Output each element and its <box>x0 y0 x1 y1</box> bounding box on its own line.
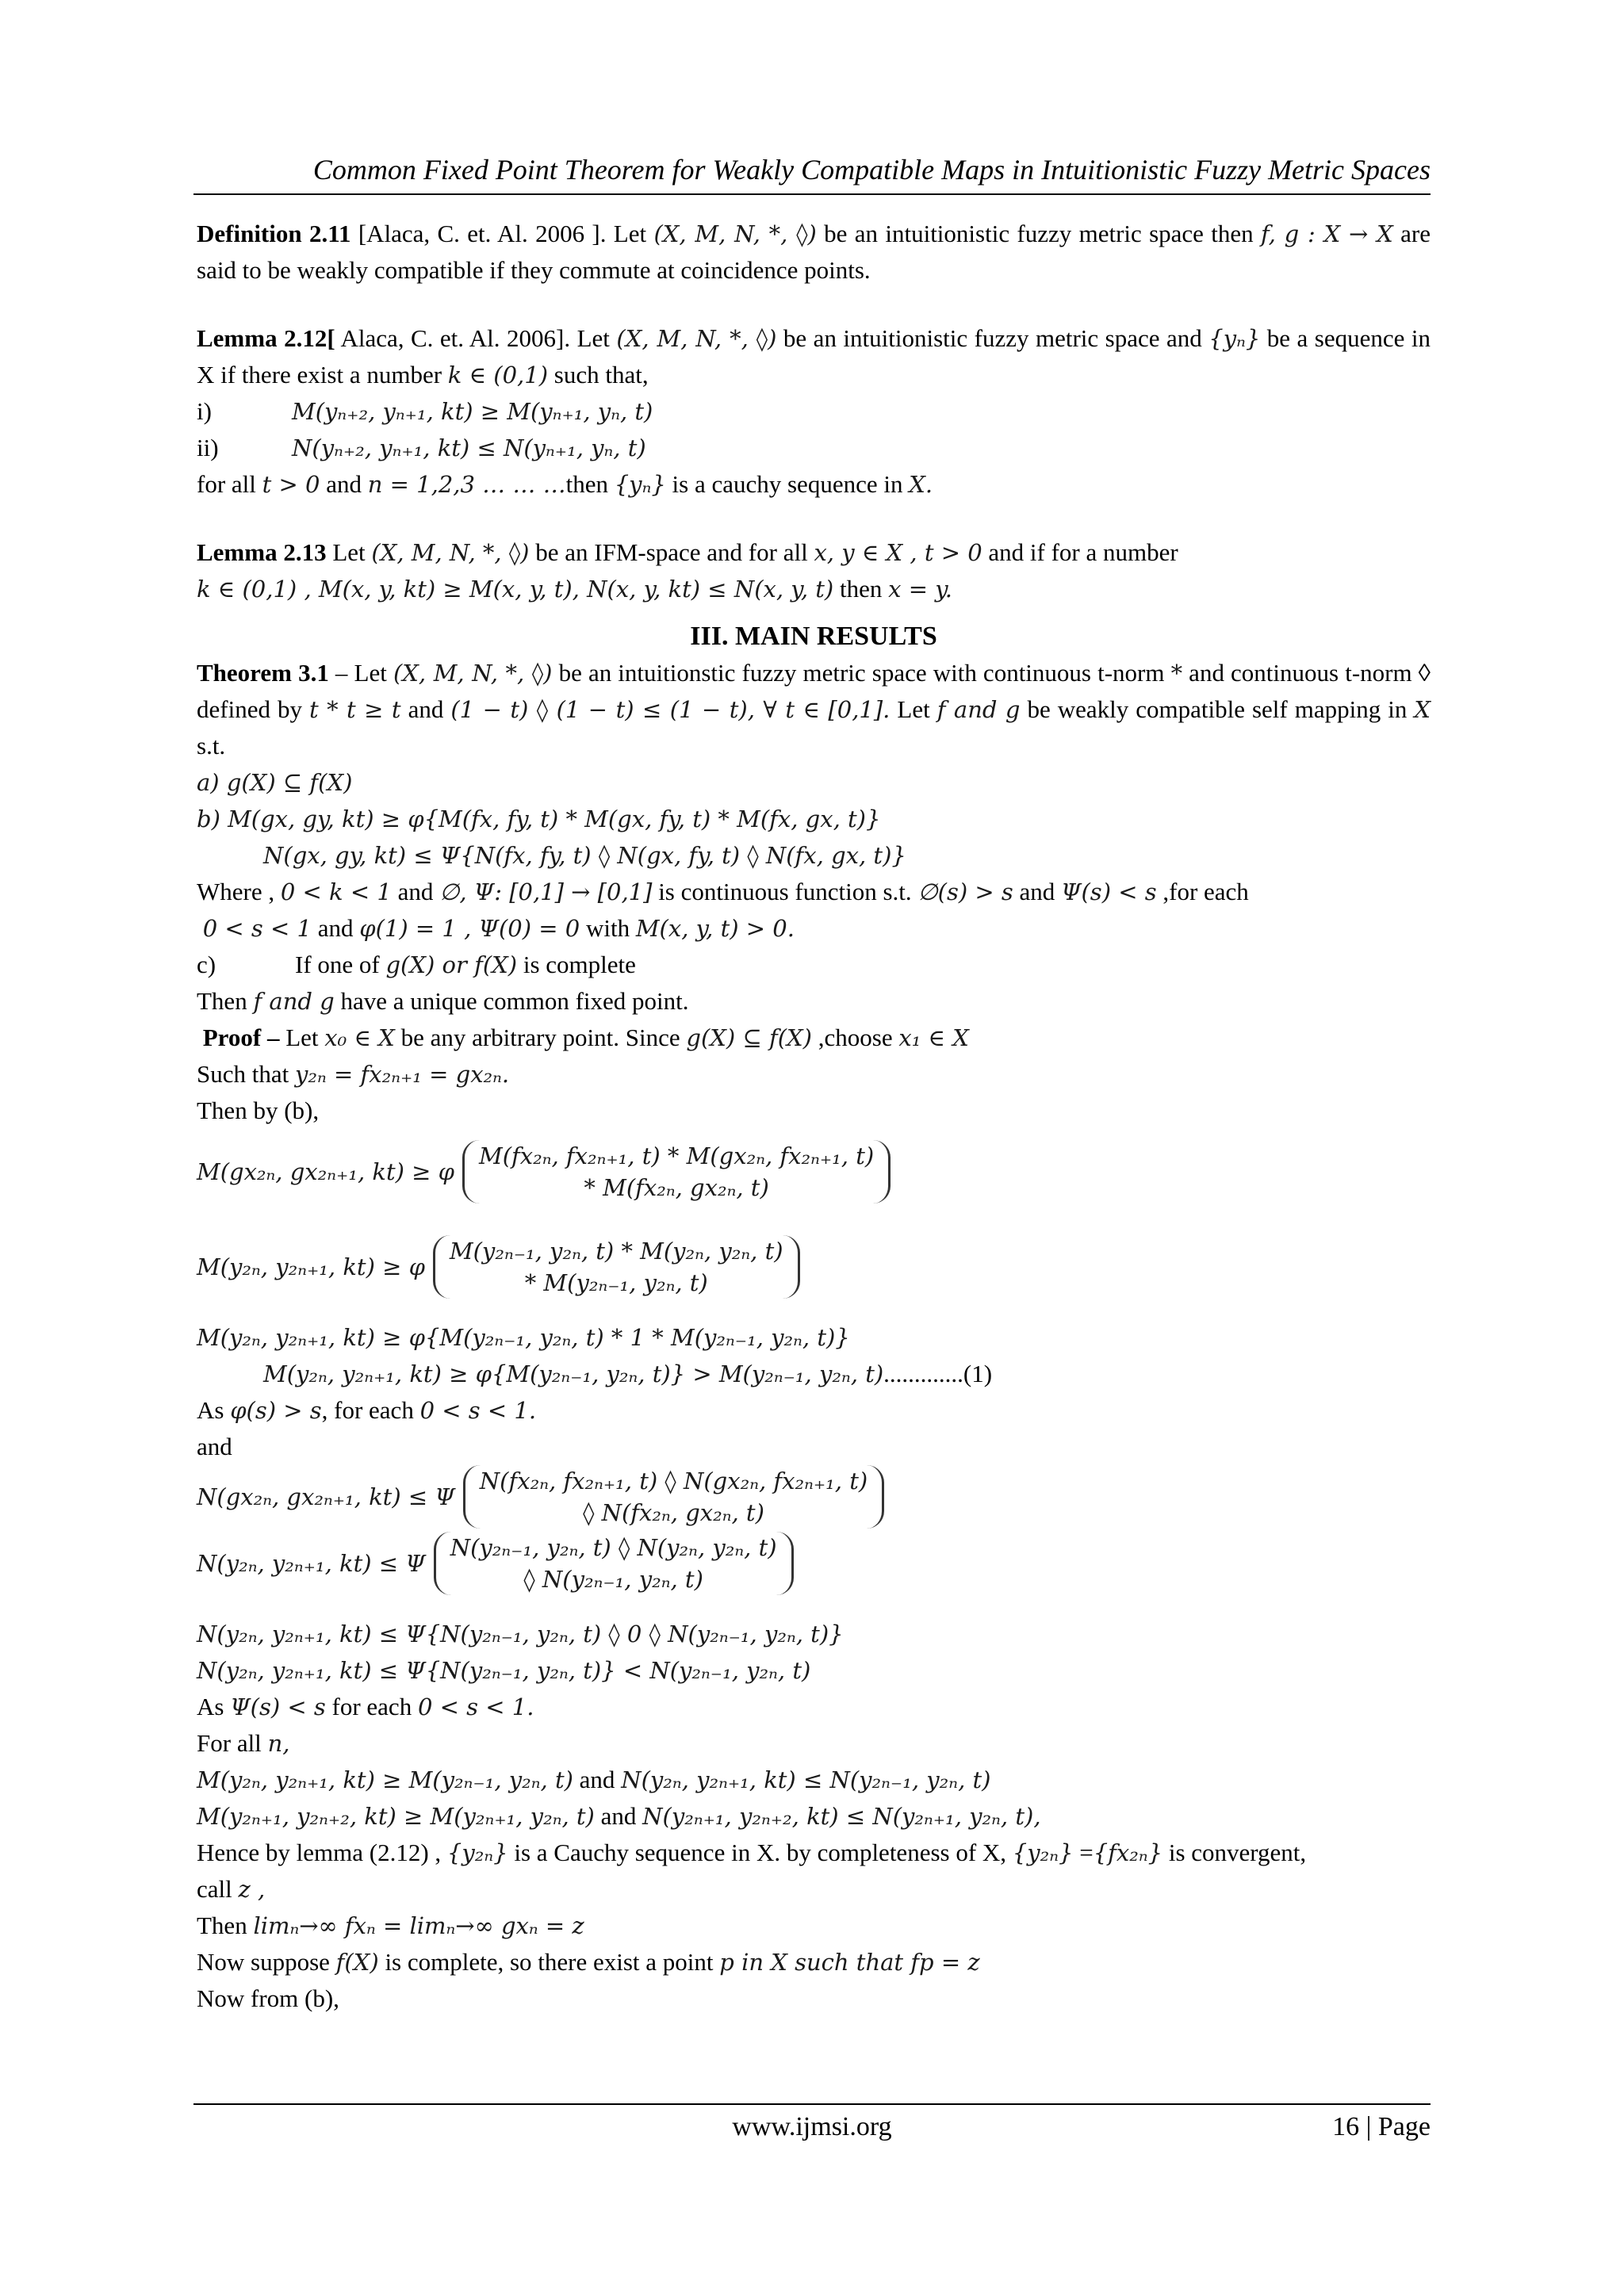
math: M(y₂ₙ, y₂ₙ₊₁, kt) ≥ φ{M(y₂ₙ₋₁, y₂ₙ, t)} > M(y₂ₙ₋₁, y₂ₙ, t) <box>263 1360 884 1387</box>
lemma-2-12-item-ii <box>197 430 1431 466</box>
equation-rhs-top: N(fx₂ₙ, fx₂ₙ₊₁, t) ◊ N(gx₂ₙ, fx₂ₙ₊₁, t) <box>479 1468 868 1494</box>
text: Then <box>197 1911 254 1939</box>
math: f(X) <box>335 1949 379 1976</box>
text: be any arbitrary point. Since <box>394 1024 687 1051</box>
header-rule <box>193 193 1431 195</box>
math: 0 < k < 1 <box>280 878 392 905</box>
lemma-2-12-conclusion <box>197 466 1431 503</box>
equation-n-y <box>197 1532 1431 1595</box>
text: then <box>833 575 889 603</box>
math: y₂ₙ = fx₂ₙ₊₁ = gx₂ₙ. <box>295 1061 510 1088</box>
equation-m-y <box>197 1235 1431 1299</box>
equation-rhs-bottom: ◊ N(fx₂ₙ, gx₂ₙ, t) <box>583 1499 764 1526</box>
math: z , <box>238 1876 266 1903</box>
condition-b-n: N(gx, gy, kt) ≤ Ψ{N(fx, fy, t) ◊ N(gx, fy, t) ◊ N(fx, gx, t)} <box>263 842 906 869</box>
math: ∅, Ψ: [0,1] → [0,1] <box>439 878 653 905</box>
condition-b-m: b) M(gx, gy, kt) ≥ φ{M(fx, fy, t) * M(gx, fy, t) * M(fx, gx, t)} <box>197 806 881 832</box>
math: M(x, y, t) > 0. <box>635 915 795 942</box>
page-number: 16 | Page <box>1332 2112 1431 2141</box>
now-suppose <box>197 1944 1431 1980</box>
equation-n-step: N(y₂ₙ, y₂ₙ₊₁, kt) ≤ Ψ{N(y₂ₙ₋₁, y₂ₙ, t) ◊ 0 ◊ N(y₂ₙ₋₁, y₂ₙ, t)} <box>197 1621 844 1647</box>
text: is a Cauchy sequence in X. by completeness of X, <box>508 1839 1013 1866</box>
text: call <box>197 1875 239 1903</box>
math: φ(s) > s <box>230 1397 322 1424</box>
text: s.t. <box>197 732 226 760</box>
math: limₙ→∞ fxₙ = limₙ→∞ gxₙ = z <box>253 1912 584 1939</box>
math: X <box>1414 696 1431 723</box>
proof-then-b: Then by (b), <box>197 1096 320 1124</box>
equation-lhs: M(gx₂ₙ, gx₂ₙ₊₁, kt) ≥ φ <box>197 1158 454 1185</box>
text: have a unique common fixed point. <box>334 987 689 1015</box>
text: Such that <box>197 1060 295 1088</box>
relations-2 <box>197 1798 1431 1835</box>
definition-label: Definition 2.11 <box>197 220 351 247</box>
math: 0 < s < 1 <box>202 915 312 942</box>
condition-c <box>197 947 1431 983</box>
equation-n-gx <box>197 1465 1431 1529</box>
proof-such-that <box>197 1056 1431 1093</box>
math: * <box>1170 660 1183 687</box>
brace-group <box>434 1532 794 1595</box>
text: be an intuitionistic fuzzy metric space and <box>776 324 1209 352</box>
text: and <box>391 878 440 905</box>
text: and <box>312 914 360 942</box>
math: Ψ(s) < s <box>230 1693 326 1720</box>
equation-rhs-top: N(y₂ₙ₋₁, y₂ₙ, t) ◊ N(y₂ₙ, y₂ₙ, t) <box>450 1534 777 1561</box>
math: x₀ ∈ X <box>324 1024 395 1051</box>
text: Let <box>326 538 372 566</box>
math: k ∈ (0,1) , M(x, y, kt) ≥ M(x, y, t), N(x, y, kt) ≤ N(x, y, t) <box>197 576 834 603</box>
citation: Alaca, C. et. Al. 2006]. Let <box>335 324 617 352</box>
as-phi <box>197 1392 1431 1429</box>
text: with <box>580 914 636 942</box>
text: , for each <box>321 1396 420 1424</box>
lemma-2-12-item-i <box>197 393 1431 430</box>
math-tuple: (X, M, N, *, ◊) <box>616 325 777 352</box>
theorem-label: Theorem 3.1 <box>197 659 329 687</box>
brace-group <box>463 1465 884 1529</box>
relations-1 <box>197 1762 1431 1798</box>
math-tuple: (X, M, N, *, ◊) <box>653 220 817 247</box>
text: Let <box>279 1024 325 1051</box>
for-all-n <box>197 1725 1431 1762</box>
math: n, <box>267 1730 290 1757</box>
footer-rule <box>193 2103 1431 2105</box>
equation-lhs: M(y₂ₙ, y₂ₙ₊₁, kt) ≥ φ <box>197 1253 425 1280</box>
condition-a: a) g(X) ⊆ f(X) <box>197 769 353 796</box>
now-from-b: Now from (b), <box>197 1984 339 2012</box>
theorem-conclusion <box>197 983 1431 1020</box>
math: {yₙ} <box>614 471 666 498</box>
text: ,choose <box>812 1024 899 1051</box>
theorem-3-1 <box>197 655 1431 764</box>
math: {y₂ₙ} <box>1012 1839 1074 1866</box>
math: x₁ ∈ X <box>898 1024 969 1051</box>
text: is a cauchy sequence in <box>665 470 910 498</box>
text: Hence by lemma (2.12) , <box>197 1839 447 1866</box>
text: and <box>573 1766 622 1793</box>
equation-1 <box>197 1356 1431 1392</box>
math: {fx₂ₙ} <box>1093 1839 1163 1866</box>
text: – Let <box>328 659 393 687</box>
equation-tag: .............(1) <box>883 1360 993 1387</box>
math: n = 1,2,3 … … … <box>367 471 566 498</box>
math: t > 0 <box>262 471 320 498</box>
math: g(X) ⊆ f(X) <box>686 1024 812 1051</box>
math: p in X such that fp = z <box>719 1949 980 1976</box>
limit-line <box>197 1908 1431 1944</box>
text: and if for a number <box>982 538 1178 566</box>
math-tuple: (X, M, N, *, ◊) <box>371 539 530 566</box>
math: N(y₂ₙ, y₂ₙ₊₁, kt) ≤ N(y₂ₙ₋₁, y₂ₙ, t) <box>621 1766 991 1793</box>
text: then <box>565 470 615 498</box>
text: be a sequence in X if there exist a number <box>197 324 1431 388</box>
as-psi <box>197 1689 1431 1725</box>
brace-group <box>462 1140 891 1203</box>
math: x = y. <box>888 576 952 603</box>
math: (1 − t) ◊ (1 − t) ≤ (1 − t), ∀ t ∈ [0,1]. <box>450 696 891 723</box>
text: Let <box>890 695 937 723</box>
math-seq: {yₙ} <box>1208 325 1261 352</box>
math-tuple: (X, M, N, *, ◊) <box>393 660 553 687</box>
math: φ(1) = 1 , Ψ(0) = 0 <box>359 915 580 942</box>
citation: [Alaca, C. et. Al. 2006 ]. Let <box>350 220 654 247</box>
text: and <box>1013 878 1062 905</box>
equation-m-step: M(y₂ₙ, y₂ₙ₊₁, kt) ≥ φ{M(y₂ₙ₋₁, y₂ₙ, t) * 1 * M(y₂ₙ₋₁, y₂ₙ, t)} <box>197 1324 850 1351</box>
math-k: k ∈ (0,1) <box>447 362 549 388</box>
and-text: and <box>197 1433 232 1460</box>
math: g(X) or f(X) <box>385 951 518 978</box>
lemma-2-13-cont <box>197 571 1431 607</box>
text: ,for each <box>1156 878 1249 905</box>
where-clause <box>197 874 1431 910</box>
math: 0 < s < 1. <box>417 1693 534 1720</box>
math: f and g <box>936 696 1021 723</box>
lemma-label: Lemma 2.13 <box>197 538 327 566</box>
call-z <box>197 1871 1431 1908</box>
math: X. <box>909 471 933 498</box>
text: such that, <box>548 361 649 388</box>
math-maps: f, g : X → X <box>1260 220 1393 247</box>
text: As <box>197 1693 231 1720</box>
equation-n-result: N(y₂ₙ, y₂ₙ₊₁, kt) ≤ Ψ{N(y₂ₙ₋₁, y₂ₙ, t)} < N(y₂ₙ₋₁, y₂ₙ, t) <box>197 1657 811 1684</box>
item-label: i) <box>197 397 212 425</box>
equation-rhs-top: M(y₂ₙ₋₁, y₂ₙ, t) * M(y₂ₙ, y₂ₙ, t) <box>449 1238 783 1265</box>
equation-lhs: N(gx₂ₙ, gx₂ₙ₊₁, kt) ≤ Ψ <box>197 1483 455 1510</box>
text: and <box>400 695 451 723</box>
page-body <box>197 216 1431 2017</box>
text: and <box>594 1802 643 1830</box>
math: 0 < s < 1. <box>419 1397 537 1424</box>
lemma-label: Lemma 2.12[ <box>197 324 335 352</box>
proof-label: Proof – <box>202 1024 280 1051</box>
math-inequality: N(yₙ₊₂, yₙ₊₁, kt) ≤ N(yₙ₊₁, yₙ, t) <box>292 434 646 461</box>
text: If one of <box>295 951 386 978</box>
equation-rhs-top: M(fx₂ₙ, fx₂ₙ₊₁, t) * M(gx₂ₙ, fx₂ₙ₊₁, t) <box>479 1142 875 1169</box>
text: As <box>197 1396 231 1424</box>
text: is complete <box>517 951 636 978</box>
footer-url[interactable]: www.ijmsi.org <box>732 2112 892 2141</box>
math: x, y ∈ X , t > 0 <box>814 539 982 566</box>
math: N(y₂ₙ₊₁, y₂ₙ₊₂, kt) ≤ N(y₂ₙ₊₁, y₂ₙ, t), <box>642 1803 1041 1830</box>
text: is convergent, <box>1162 1839 1307 1866</box>
text: are said to be weakly compatible if they commute at coincidence points. <box>197 220 1431 284</box>
text: is complete, so there exist a point <box>378 1948 720 1976</box>
math: M(y₂ₙ, y₂ₙ₊₁, kt) ≥ M(y₂ₙ₋₁, y₂ₙ, t) <box>197 1766 573 1793</box>
item-label: ii) <box>197 434 219 461</box>
math: ∅(s) > s <box>917 878 1013 905</box>
text: and <box>320 470 368 498</box>
text: = <box>1073 1839 1094 1866</box>
equation-rhs-bottom: ◊ N(y₂ₙ₋₁, y₂ₙ, t) <box>523 1566 703 1593</box>
math: t * t ≥ t <box>308 696 401 723</box>
definition-2-11 <box>197 216 1431 289</box>
text: Then <box>197 987 254 1015</box>
where-clause-cont <box>197 910 1431 947</box>
lemma-2-13 <box>197 534 1431 571</box>
text: For all <box>197 1729 268 1757</box>
math: Ψ(s) < s <box>1061 878 1157 905</box>
math: f and g <box>253 988 335 1015</box>
lemma-2-12 <box>197 320 1431 393</box>
math-inequality: M(yₙ₊₂, yₙ₊₁, kt) ≥ M(yₙ₊₁, yₙ, t) <box>292 398 653 425</box>
text: Now suppose <box>197 1948 336 1976</box>
text: be an intuitionistic fuzzy metric space then <box>816 220 1261 247</box>
text: and continuous t-norm ◊ defined by <box>197 659 1431 723</box>
hence-cauchy <box>197 1835 1431 1871</box>
text: be an IFM-space and for all <box>529 538 814 566</box>
math: {y₂ₙ} <box>446 1839 508 1866</box>
section-heading: III. MAIN RESULTS <box>690 622 937 651</box>
text: is continuous function s.t. <box>652 878 918 905</box>
proof-start <box>197 1020 1431 1056</box>
text: be an intuitionstic fuzzy metric space with continuous t-norm <box>552 659 1171 687</box>
text: Where , <box>197 878 281 905</box>
brace-group <box>433 1235 800 1299</box>
text: for all <box>197 470 262 498</box>
item-label: c) <box>197 951 216 978</box>
equation-m-gx <box>197 1140 1431 1203</box>
equation-rhs-bottom: * M(y₂ₙ₋₁, y₂ₙ, t) <box>524 1269 708 1296</box>
equation-rhs-bottom: * M(fx₂ₙ, gx₂ₙ, t) <box>584 1174 769 1201</box>
math: M(y₂ₙ₊₁, y₂ₙ₊₂, kt) ≥ M(y₂ₙ₊₁, y₂ₙ, t) <box>197 1803 595 1830</box>
text: for each <box>325 1693 418 1720</box>
text: be weakly compatible self mapping in <box>1020 695 1415 723</box>
running-header: Common Fixed Point Theorem for Weakly Compatible Maps in Intuitionistic Fuzzy Metric Spaces <box>312 154 1431 186</box>
equation-lhs: N(y₂ₙ, y₂ₙ₊₁, kt) ≤ Ψ <box>197 1550 426 1577</box>
